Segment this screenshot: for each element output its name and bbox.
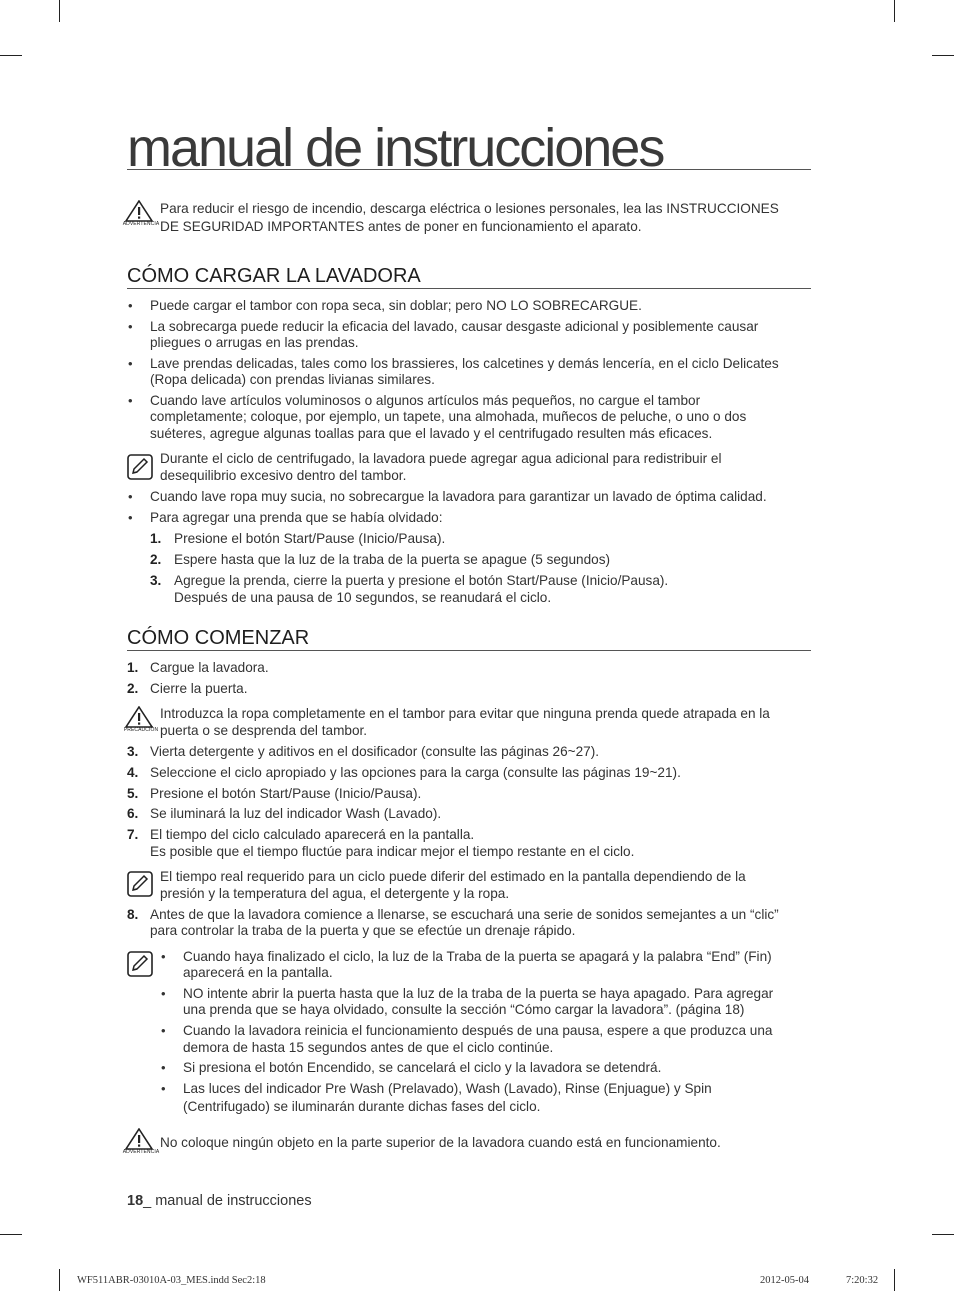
crop-mark bbox=[59, 1269, 60, 1291]
step-text: para controlar la traba de la puerta y que se efectúe un drenaje rápido. bbox=[150, 923, 576, 938]
step-text: Cargue la lavadora. bbox=[150, 660, 269, 675]
caution-tag: PRECAUCIÓN bbox=[123, 727, 159, 733]
warning-tag: ADVERTENCIA bbox=[122, 221, 160, 227]
step-number: 5. bbox=[127, 786, 139, 801]
step-number: 8. bbox=[127, 907, 139, 922]
bullet-marker: • bbox=[161, 1081, 166, 1096]
print-slug-time: 7:20:32 bbox=[846, 1275, 879, 1286]
note-bullet: una prenda que se haya olvidado, consulte la sección “Cómo cargar la lavadora”. (página 18) bbox=[183, 1002, 745, 1017]
warning-triangle-icon bbox=[124, 706, 158, 736]
note-line: Durante el ciclo de centrifugado, la lavadora puede agregar agua adicional para redistribuir el bbox=[160, 451, 722, 466]
step-number: 1. bbox=[127, 660, 139, 675]
note-pencil-icon bbox=[127, 951, 153, 977]
step-text: Espere hasta que la luz de la traba de la puerta se apague (5 segundos) bbox=[174, 552, 611, 567]
step-text: Después de una pausa de 10 segundos, se reanudará el ciclo. bbox=[174, 590, 552, 605]
intro-warning-line: Para reducir el riesgo de incendio, descarga eléctrica o lesiones personales, lea las INSTRUCCIONES bbox=[160, 201, 779, 216]
bullet-marker: • bbox=[161, 1060, 166, 1075]
bullet-marker: • bbox=[161, 949, 166, 964]
list-item: completamente; coloque, por ejemplo, un tapete, una almohada, muñecos de peluche, o uno o dos bbox=[150, 409, 747, 424]
step-number: 2. bbox=[127, 681, 139, 696]
intro-warning-line: DE SEGURIDAD IMPORTANTES antes de poner en funcionamiento el aparato. bbox=[160, 219, 642, 234]
print-slug-file: WF511ABR-03010A-03_MES.indd Sec2:18 bbox=[77, 1275, 266, 1286]
bullet-marker: • bbox=[161, 1023, 166, 1038]
step-number: 2. bbox=[150, 552, 162, 567]
list-item: Para agregar una prenda que se había olvidado: bbox=[150, 510, 443, 525]
caution-line: puerta o se desprenda del tambor. bbox=[160, 723, 368, 738]
note-bullet: Si presiona el botón Encendido, se cancelará el ciclo y la lavadora se detendrá. bbox=[183, 1060, 662, 1075]
list-item: suéteres, agregue algunas toallas para que el lavado y el centrifugado resulten más eficaces. bbox=[150, 426, 713, 441]
step-text: Agregue la prenda, cierre la puerta y presione el botón Start/Pause (Inicio/Pausa). bbox=[174, 573, 669, 588]
print-slug-date: 2012-05-04 bbox=[760, 1275, 809, 1286]
list-item: Cuando lave ropa muy sucia, no sobrecargue la lavadora para garantizar un lavado de óptima calidad. bbox=[150, 489, 767, 504]
step-text: Antes de que la lavadora comience a llenarse, se escuchará una serie de sonidos semejantes a un “clic” bbox=[150, 907, 779, 922]
section-heading-loading: CÓMO CARGAR LA LAVADORA bbox=[127, 265, 811, 289]
step-number: 6. bbox=[127, 806, 139, 821]
note-bullet: (Centrifugado) se iluminarán durante dichas fases del ciclo. bbox=[183, 1099, 541, 1114]
caution-line: Introduzca la ropa completamente en el tambor para evitar que ninguna prenda quede atrapada en la bbox=[160, 706, 770, 721]
note-bullet: demora de hasta 15 segundos antes de que el ciclo continúe. bbox=[183, 1040, 554, 1055]
note-line: desequilibrio excesivo dentro del tambor. bbox=[160, 468, 407, 483]
note-line: presión y la temperatura del agua, el detergente y la ropa. bbox=[160, 886, 510, 901]
page-title: manual de instrucciones bbox=[127, 118, 811, 170]
step-text: Vierta detergente y aditivos en el dosificador (consulte las páginas 26~27). bbox=[150, 744, 599, 759]
bullet-marker: • bbox=[128, 319, 133, 334]
note-bullet: Cuando haya finalizado el ciclo, la luz de la Traba de la puerta se apagará y la palabra “End” (Fin) bbox=[183, 949, 772, 964]
footer-label: _ manual de instrucciones bbox=[143, 1193, 312, 1209]
final-warning-line: No coloque ningún objeto en la parte superior de la lavadora cuando está en funcionamiento. bbox=[160, 1135, 721, 1150]
crop-mark bbox=[0, 55, 22, 56]
crop-mark bbox=[894, 0, 895, 22]
bullet-marker: • bbox=[128, 489, 133, 504]
bullet-marker: • bbox=[128, 393, 133, 408]
bullet-marker: • bbox=[128, 298, 133, 313]
list-item: pliegues o arrugas en las prendas. bbox=[150, 335, 359, 350]
step-text: Presione el botón Start/Pause (Inicio/Pausa). bbox=[150, 786, 422, 801]
crop-mark bbox=[59, 0, 60, 22]
step-text: Presione el botón Start/Pause (Inicio/Pausa). bbox=[174, 531, 446, 546]
step-text: Seleccione el ciclo apropiado y las opciones para la carga (consulte las páginas 19~21). bbox=[150, 765, 681, 780]
note-bullet: Cuando la lavadora reinicia el funcionamiento después de una pausa, espere a que produzca una bbox=[183, 1023, 773, 1038]
note-bullet: NO intente abrir la puerta hasta que la luz de la traba de la puerta se haya apagado. Para agregar bbox=[183, 986, 774, 1001]
crop-mark bbox=[932, 55, 954, 56]
step-text: Cierre la puerta. bbox=[150, 681, 248, 696]
step-number: 3. bbox=[127, 744, 139, 759]
step-text: Se iluminará la luz del indicador Wash (Lavado). bbox=[150, 806, 442, 821]
page-number: 18 bbox=[127, 1193, 144, 1209]
crop-mark bbox=[0, 1234, 22, 1235]
list-item: Lave prendas delicadas, tales como los brassieres, los calcetines y demás lencería, en el ciclo Delicates bbox=[150, 356, 779, 371]
step-number: 7. bbox=[127, 827, 139, 842]
list-item: La sobrecarga puede reducir la eficacia del lavado, causar desgaste adicional y posiblemente causar bbox=[150, 319, 759, 334]
warning-tag: ADVERTENCIA bbox=[122, 1149, 160, 1155]
warning-triangle-icon bbox=[124, 200, 158, 230]
note-pencil-icon bbox=[127, 871, 153, 897]
list-item: Puede cargar el tambor con ropa seca, sin doblar; pero NO LO SOBRECARGUE. bbox=[150, 298, 642, 313]
step-text: El tiempo del ciclo calculado aparecerá en la pantalla. bbox=[150, 827, 475, 842]
page-footer bbox=[127, 1193, 312, 1209]
note-bullet: Las luces del indicador Pre Wash (Prelavado), Wash (Lavado), Rinse (Enjuague) y Spin bbox=[183, 1081, 712, 1096]
bullet-marker: • bbox=[161, 986, 166, 1001]
list-item: Cuando lave artículos voluminosos o algunos artículos más pequeños, no cargue el tambor bbox=[150, 393, 701, 408]
section-heading-start: CÓMO COMENZAR bbox=[127, 627, 811, 651]
note-line: El tiempo real requerido para un ciclo puede diferir del estimado en la pantalla dependiendo de la bbox=[160, 869, 746, 884]
note-pencil-icon bbox=[127, 454, 153, 480]
step-text: Es posible que el tiempo fluctúe para indicar mejor el tiempo restante en el ciclo. bbox=[150, 844, 635, 859]
crop-mark bbox=[932, 1234, 954, 1235]
bullet-marker: • bbox=[128, 510, 133, 525]
step-number: 3. bbox=[150, 573, 162, 588]
list-item: (Ropa delicada) con prendas livianas similares. bbox=[150, 372, 435, 387]
warning-triangle-icon bbox=[124, 1128, 158, 1158]
note-bullet: aparecerá en la pantalla. bbox=[183, 965, 333, 980]
step-number: 4. bbox=[127, 765, 139, 780]
bullet-marker: • bbox=[128, 356, 133, 371]
crop-mark bbox=[894, 1269, 895, 1291]
step-number: 1. bbox=[150, 531, 162, 546]
